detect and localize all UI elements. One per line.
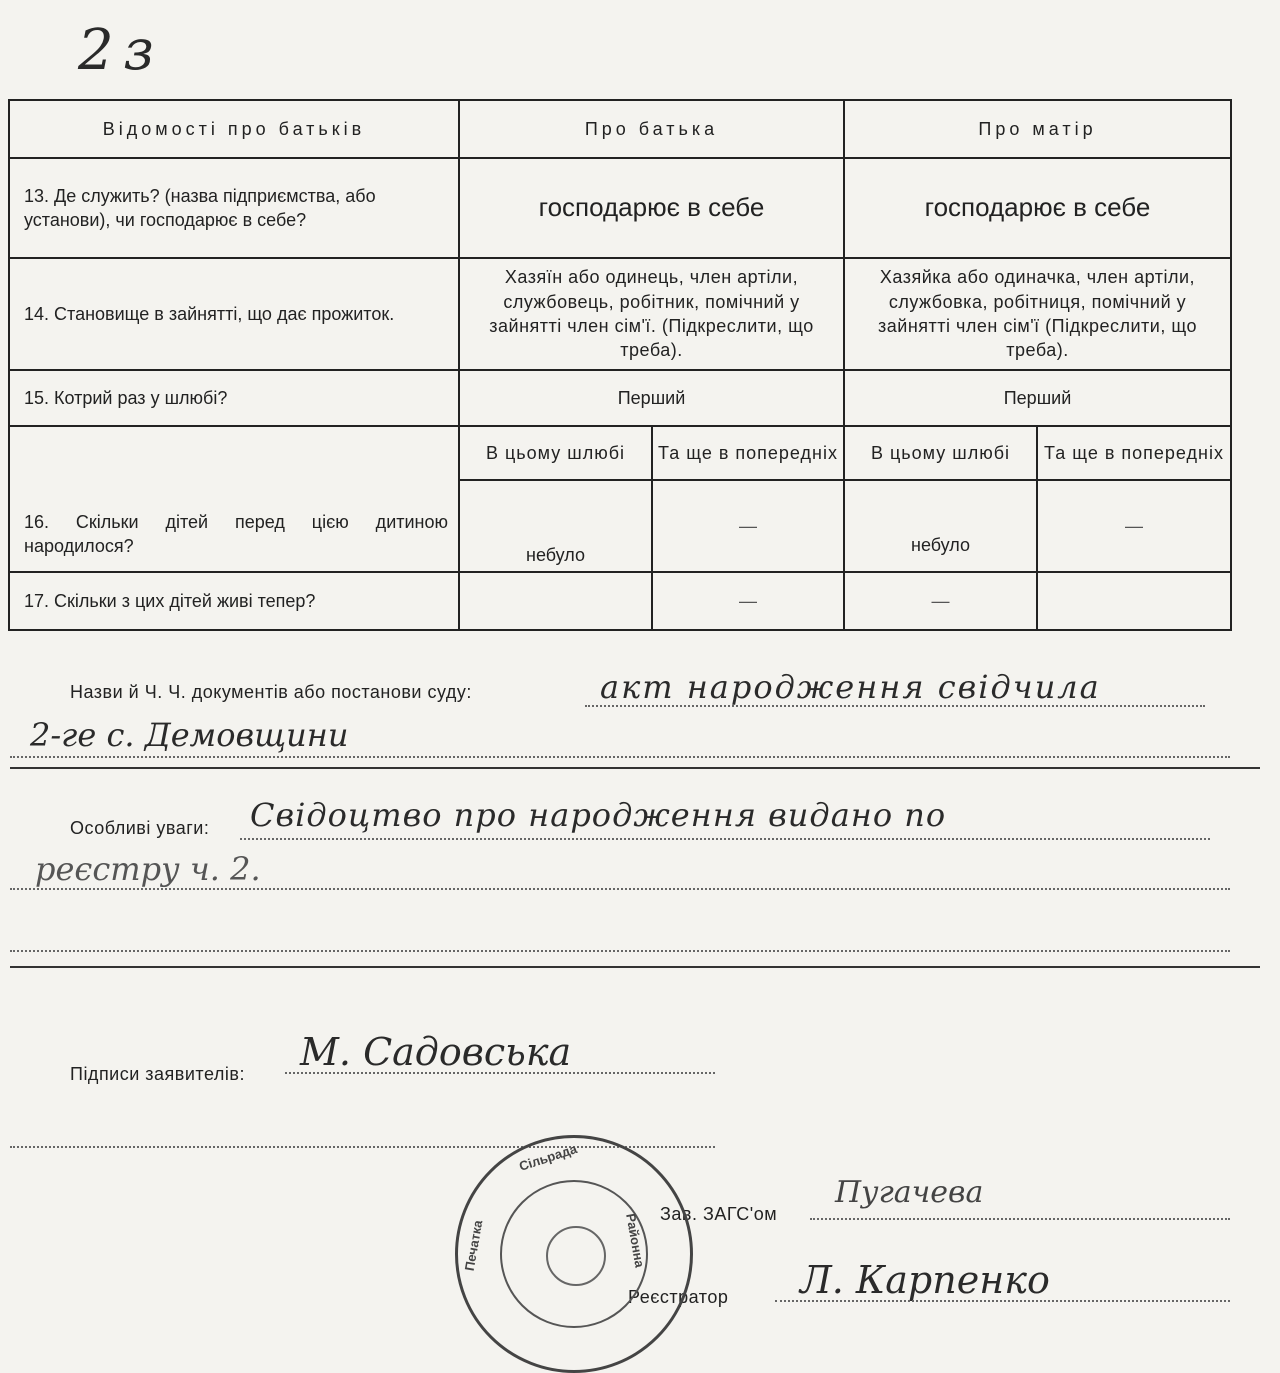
q15-father-value: Перший xyxy=(459,370,844,426)
q16-mother-prev-value: — xyxy=(1037,480,1231,572)
q17-mother-prev-value xyxy=(1037,572,1231,630)
remarks-label: Особливі уваги: xyxy=(70,818,210,838)
header-mother: Про матір xyxy=(844,100,1231,158)
q14-label: 14. Становище в зайнятті, що дає прожиток. xyxy=(9,258,459,370)
documents-line-1 xyxy=(585,705,1205,707)
registrar-line xyxy=(775,1300,1230,1302)
q16-mother-this-header: В цьому шлюбі xyxy=(844,426,1037,480)
remarks-line-1 xyxy=(240,838,1210,840)
documents-separator xyxy=(10,767,1260,769)
q16-father-prev-header: Та ще в попередніх xyxy=(652,426,844,480)
q16-father-prev-value: — xyxy=(652,480,844,572)
parents-info-table xyxy=(8,99,1232,631)
zags-head-signature: Пугачева xyxy=(835,1175,984,1210)
q14-father-options: Хазяїн або одинець, член артіли, службовець, робітник, помічний у зайнятті член сім'ї. (Підкреслити, що треба). xyxy=(459,258,844,370)
q13-mother-value: господарює в себе xyxy=(844,158,1231,258)
zags-head-label: Зав. ЗАГС'ом xyxy=(660,1204,778,1224)
q16-label: 16. Скільки дітей перед цією дитиною народилося? xyxy=(9,426,459,572)
q17-father-prev-value: — xyxy=(652,572,844,630)
remarks-line-2 xyxy=(10,888,1230,890)
q17-label: 17. Скільки з цих дітей живі тепер? xyxy=(9,572,459,630)
q16-father-this-value: небуло xyxy=(459,480,652,572)
zags-head-line xyxy=(810,1218,1230,1220)
documents-line-2 xyxy=(10,756,1230,758)
page-number: 2 з xyxy=(78,18,150,83)
header-parents-info: Відомості про батьків xyxy=(9,100,459,158)
q13-father-value: господарює в себе xyxy=(459,158,844,258)
applicant-signature: М. Садовська xyxy=(300,1030,572,1074)
official-seal xyxy=(455,1135,693,1373)
q16-father-this-header: В цьому шлюбі xyxy=(459,426,652,480)
official-seal-emblem xyxy=(546,1226,606,1286)
row-17 xyxy=(9,572,1231,630)
remarks-value-line1: Свідоцтво про народження видано по xyxy=(250,796,947,834)
seal-text-top: Сільрада xyxy=(517,1141,579,1174)
row-14 xyxy=(9,258,1231,370)
row-16-subheader xyxy=(9,426,1231,480)
remarks-line-3 xyxy=(10,950,1230,952)
row-15 xyxy=(9,370,1231,426)
header-father: Про батька xyxy=(459,100,844,158)
q17-mother-this-value: — xyxy=(844,572,1037,630)
documents-value-line2: 2-ге с. Демовщини xyxy=(30,716,349,754)
q14-mother-options: Хазяйка або одиначка, член артіли, службовка, робітниця, помічний у зайнятті член сім'ї (Підкреслити, що треба). xyxy=(844,258,1231,370)
applicants-signature-label: Підписи заявителів: xyxy=(70,1064,245,1084)
q16-mother-prev-header: Та ще в попередніх xyxy=(1037,426,1231,480)
documents-label: Назви й Ч. Ч. документів або постанови суду: xyxy=(70,682,472,702)
q15-mother-value: Перший xyxy=(844,370,1231,426)
documents-value-line1: акт народження свідчила xyxy=(600,668,1101,706)
q15-label: 15. Котрий раз у шлюбі? xyxy=(9,370,459,426)
row-13 xyxy=(9,158,1231,258)
q17-father-this-value xyxy=(459,572,652,630)
registrar-label: Реєстратор xyxy=(628,1287,729,1307)
remarks-separator xyxy=(10,966,1260,968)
table-header-row xyxy=(9,100,1231,158)
applicants-line-1 xyxy=(285,1072,715,1074)
seal-text-left: Печатка xyxy=(461,1219,486,1272)
remarks-value-line2: реєстру ч. 2. xyxy=(35,850,261,888)
seal-text-right: Районна xyxy=(623,1212,648,1269)
q16-mother-this-value: небуло xyxy=(844,480,1037,572)
q13-label: 13. Де служить? (назва підприємства, або установи), чи господарює в себе? xyxy=(9,158,459,258)
registrar-signature: Л. Карпенко xyxy=(800,1258,1050,1302)
